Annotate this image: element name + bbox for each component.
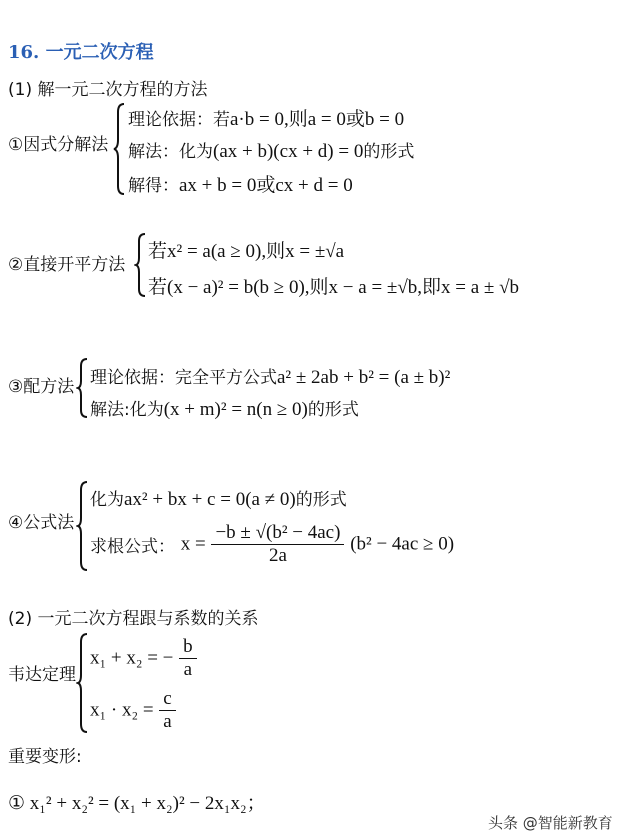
- vieta-sum-denominator: a: [183, 659, 193, 680]
- factor-line-3: [128, 170, 353, 197]
- transform-label: 重要变形:: [8, 747, 82, 767]
- formula-method-label: ④公式法: [8, 513, 75, 533]
- formula-l1-math: ax² + bx + c = 0(a ≠ 0): [124, 489, 296, 510]
- vieta-brace: [76, 632, 90, 734]
- source-watermark: 头条 @智能新教育: [488, 814, 613, 832]
- formula-line-1: [90, 485, 347, 511]
- formula-l2-text: 求根公式：: [90, 537, 175, 557]
- factor-l3-text: 解得：: [128, 176, 179, 196]
- vieta-label: 韦达定理: [8, 665, 76, 685]
- part1-heading: (1) 解一元二次方程的方法: [8, 80, 208, 100]
- vieta-product-lhs: x₁ · x₂ =: [90, 699, 154, 721]
- factor-l1-text: 理论依据：若: [128, 110, 230, 130]
- vieta-sum-numerator: b: [179, 636, 197, 659]
- factor-brace: [112, 102, 128, 196]
- factor-l2-math: (ax + b)(cx + d) = 0: [213, 141, 364, 162]
- root-formula-fraction: [211, 522, 344, 567]
- complete-brace: [76, 357, 90, 419]
- root-formula-denominator: 2a: [268, 545, 287, 566]
- section-title: 16. 一元二次方程: [8, 42, 154, 63]
- factor-method-label: ①因式分解法: [8, 135, 109, 155]
- vieta-product: [90, 688, 176, 733]
- factor-l1-math: a·b = 0,则a = 0或b = 0: [230, 109, 405, 130]
- formula-l1-suffix: 的形式: [295, 490, 347, 510]
- direct-line-2: 若(x − a)² = b(b ≥ 0),则x − a = ±√b,即x = a ± √b: [148, 277, 520, 298]
- complete-l2-math: (x + m)² = n(n ≥ 0): [163, 399, 308, 420]
- complete-l2-text: 解法:化为: [90, 400, 164, 420]
- root-formula-condition: (b² − 4ac ≥ 0): [350, 533, 455, 555]
- vieta-sum-lhs: x₁ + x₂ = −: [90, 647, 174, 669]
- factor-line-1: [128, 104, 404, 131]
- transform-1: ① x₁² + x₂² = (x₁ + x₂)² − 2x₁x₂；: [8, 793, 266, 814]
- complete-line-2: [90, 395, 359, 421]
- vieta-sum: [90, 636, 197, 681]
- formula-line-2: [90, 522, 454, 567]
- direct-line-1: 若x² = a(a ≥ 0),则x = ±√a: [148, 241, 345, 262]
- complete-line-1: [90, 363, 450, 389]
- complete-l1-text: 理论依据：完全平方公式: [90, 368, 277, 388]
- direct-method-label: ②直接开平方法: [8, 255, 126, 275]
- formula-l1-text: 化为: [90, 490, 124, 510]
- complete-l2-suffix: 的形式: [307, 400, 359, 420]
- factor-l3-math: ax + b = 0或cx + d = 0: [179, 175, 353, 196]
- vieta-product-fraction: [159, 688, 175, 733]
- complete-square-label: ③配方法: [8, 377, 75, 397]
- factor-l2-text: 解法：化为: [128, 142, 213, 162]
- part2-heading: (2) 一元二次方程跟与系数的关系: [8, 609, 259, 629]
- root-formula-numerator: −b ± √(b² − 4ac): [211, 522, 344, 545]
- factor-l2-suffix: 的形式: [363, 142, 415, 162]
- direct-brace: [134, 232, 148, 298]
- vieta-product-denominator: a: [163, 711, 172, 732]
- factor-line-2: [128, 137, 414, 163]
- formula-l2-lhs: x =: [180, 533, 206, 555]
- vieta-sum-fraction: [179, 636, 197, 681]
- complete-l1-math: a² ± 2ab + b² = (a ± b)²: [277, 367, 451, 388]
- vieta-product-numerator: c: [159, 688, 175, 711]
- formula-brace: [76, 480, 90, 572]
